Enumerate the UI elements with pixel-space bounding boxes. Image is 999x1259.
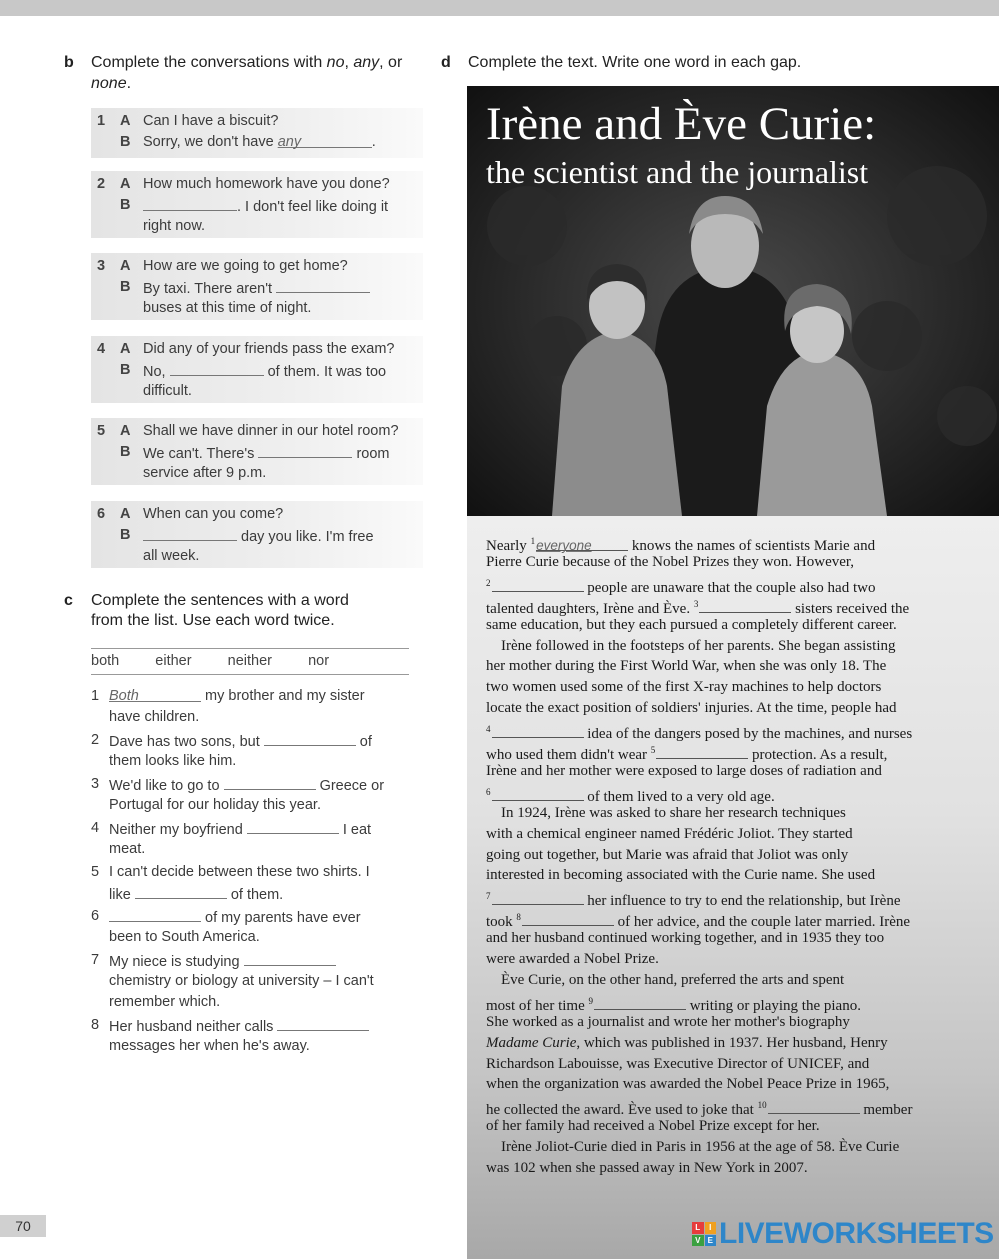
gap-number: 9 (588, 995, 593, 1006)
conversation-5 (91, 418, 423, 485)
instruction-part: no (326, 54, 345, 71)
article-text-run: Nearly (486, 538, 531, 554)
text-before: We'd like to go to (109, 778, 224, 794)
line-a: Did any of your friends pass the exam? (143, 341, 395, 357)
answer-gap[interactable] (109, 906, 201, 922)
article-text-run: , which was published in 1937. Her husband, Henry (576, 1034, 888, 1051)
sentence-line-2 (109, 883, 283, 906)
article-text-run: Ève Curie, on the other hand, preferred the arts and spent (486, 971, 845, 988)
text-before: Sorry, we don't have (143, 134, 278, 150)
article-text-run: Irène and her mother were exposed to large doses of radiation and (486, 762, 882, 779)
item-number: 4 (97, 341, 106, 357)
article-text-run: Pierre Curie because of the Nobel Prizes they won. However, (486, 553, 855, 570)
sentence-line-2: meat. (109, 841, 146, 857)
logo-mark-letter: E (705, 1235, 717, 1247)
article-line (486, 1158, 808, 1179)
instruction-part: Complete the conversations with (91, 54, 327, 71)
answer-gap[interactable] (276, 277, 370, 293)
article-line (486, 1033, 888, 1054)
article-text-run: was 102 when she passed away in New York in 2007. (486, 1160, 808, 1176)
sentence-line-1 (109, 950, 336, 973)
text-before: Her husband neither calls (109, 1019, 278, 1035)
text-before: No, (143, 364, 170, 380)
article-line (486, 1054, 869, 1075)
article-text-run: of her advice, and the couple later married. Irène (613, 914, 911, 931)
article-text-run: her influence to try to end the relationship, but Irène (583, 893, 901, 910)
article-text-run: same education, but they each pursued a completely different career. (486, 616, 897, 633)
speaker-a: A (120, 423, 131, 439)
answer-gap[interactable] (170, 360, 264, 376)
article-text-run: locate the exact position of soldiers' injuries. At the time, people had (486, 700, 897, 717)
sentence-line-1 (109, 730, 372, 753)
article-line (486, 1137, 899, 1158)
instruction-part: none (91, 75, 127, 92)
article-text-run: of them lived to a very old age. (583, 788, 775, 805)
conversation-1 (91, 108, 423, 158)
article-text-run: Irène followed in the footsteps of her parents. She began assisting (486, 637, 896, 654)
item-number: 1 (97, 113, 106, 129)
answer-gap[interactable] (522, 911, 614, 926)
logo-mark-letter: I (705, 1222, 717, 1234)
speaker-b: B (120, 134, 131, 150)
line-a: How are we going to get home? (143, 258, 348, 274)
article-text-run: member (859, 1102, 913, 1119)
section-d-header (441, 52, 861, 74)
conversation-4 (91, 336, 423, 403)
answer-gap[interactable] (768, 1099, 860, 1114)
article-subtitle: the scientist and the journalist (486, 154, 869, 190)
article-text-run: took (486, 914, 517, 931)
article-line (486, 970, 844, 991)
article-line (486, 656, 886, 677)
instruction-part: , (344, 54, 354, 71)
line-a: Can I have a biscuit? (143, 113, 279, 129)
speaker-a: A (120, 506, 131, 522)
line-b-continued: right now. (143, 218, 206, 234)
gap-number: 1 (530, 536, 536, 546)
article-text-run: of her family had received a Nobel Prize except for her. (486, 1118, 820, 1135)
article-line (486, 698, 897, 719)
article-line (486, 615, 897, 636)
item-number: 6 (97, 506, 106, 522)
text-before: By taxi. There aren't (143, 281, 277, 297)
item-number: 3 (97, 258, 106, 274)
word-list: both either neither nor (91, 653, 330, 669)
conversation-2 (91, 171, 423, 238)
line-b (143, 360, 411, 383)
text-after: of them. It was too (263, 364, 387, 380)
section-d-letter: d (441, 54, 451, 71)
article-line (486, 803, 846, 824)
line-b (143, 277, 411, 300)
sentence-line-2: been to South America. (109, 929, 260, 945)
answer-gap[interactable] (247, 818, 339, 834)
section-b-letter: b (64, 54, 74, 71)
article-line (486, 677, 881, 698)
sentence-line-1 (109, 1015, 369, 1038)
answer-gap[interactable] (143, 195, 237, 211)
line-a: When can you come? (143, 506, 284, 522)
text-after: . (371, 134, 376, 150)
gap-number: 5 (650, 745, 656, 755)
logo-text: LIVEWORKSHEETS (719, 1217, 994, 1250)
text-after: room (352, 446, 390, 462)
text-after: Greece or (315, 778, 385, 794)
speaker-b: B (120, 444, 131, 460)
book-title: Madame Curie (486, 1034, 577, 1051)
article-line (486, 865, 875, 886)
article-text-run: with a chemical engineer named Frédéric Joliot. They started (486, 825, 853, 842)
speaker-a: A (120, 341, 131, 357)
top-bar (0, 0, 999, 16)
text-before: We can't. There's (143, 446, 259, 462)
answer-gap[interactable] (258, 442, 352, 458)
gap-number: 4 (486, 724, 491, 735)
text-before: My niece is studying (109, 954, 244, 970)
gap-number: 10 (757, 1100, 767, 1111)
text-after: of them. (226, 887, 284, 903)
item-number: 4 (91, 820, 100, 836)
line-b-continued: service after 9 p.m. (143, 465, 267, 481)
text-after: I eat (338, 822, 372, 838)
text-after: . I don't feel like doing it (237, 199, 389, 215)
item-number: 7 (91, 952, 100, 968)
article-text-run: writing or playing the piano. (685, 997, 861, 1014)
speaker-b: B (120, 279, 131, 295)
photo-illustration (467, 86, 999, 516)
logo-mark-letter: L (692, 1222, 704, 1234)
sentence-line-1 (109, 818, 371, 841)
logo-mark-letter: V (692, 1235, 704, 1247)
article-title: Irène and Ève Curie: (486, 98, 877, 150)
logo-mark-icon (692, 1222, 716, 1246)
answer-gap[interactable] (224, 774, 316, 790)
gap-number: 8 (516, 912, 521, 923)
section-c-letter: c (64, 592, 73, 609)
article-line (486, 949, 659, 970)
speaker-b: B (120, 527, 131, 543)
text-after: day you like. I'm free (237, 529, 374, 545)
item-number: 5 (97, 423, 106, 439)
text-before: like (109, 887, 135, 903)
speaker-a: A (120, 113, 131, 129)
article-text-run: going out together, but Marie was afraid that Joliot was only (486, 846, 849, 863)
sentence-8 (91, 1015, 421, 1079)
article-line (486, 824, 853, 845)
line-b (143, 132, 411, 153)
article-line (486, 845, 848, 866)
item-number: 2 (97, 176, 106, 192)
text-after: of (355, 734, 372, 750)
article-text-run: most of her time (486, 997, 589, 1014)
section-b-instruction (91, 52, 421, 94)
article-text-run: were awarded a Nobel Prize. (486, 951, 659, 967)
article-text-run: her mother during the First World War, when she was only 18. The (486, 658, 887, 675)
sentence-line-1 (109, 862, 370, 883)
sentence-7 (91, 950, 421, 1014)
line-b (143, 525, 411, 548)
article-text-run: protection. As a result, (748, 747, 888, 763)
item-number: 2 (91, 732, 100, 748)
item-number: 5 (91, 864, 100, 880)
answer-gap[interactable] (594, 995, 686, 1010)
article-text-run: Irène Joliot-Curie died in Paris in 1956 at the age of 58. Ève Curie (486, 1139, 900, 1156)
answer-gap[interactable] (244, 950, 336, 966)
answer-gap[interactable]: Both (109, 686, 201, 702)
section-b-header (64, 52, 424, 96)
article-line (486, 552, 854, 573)
article-text-run: when the organization was awarded the Nobel Peace Prize in 1965, (486, 1076, 890, 1093)
gap-number: 6 (486, 786, 491, 797)
gap-number: 7 (486, 891, 491, 902)
article-text-run: people are unaware that the couple also had two (583, 579, 876, 596)
sentence-line-2: Portugal for our holiday this year. (109, 797, 321, 813)
answer-gap[interactable] (277, 1015, 369, 1031)
line-b-continued: all week. (143, 548, 200, 564)
curie-photo (467, 86, 999, 516)
item-number: 3 (91, 776, 100, 792)
article-line (486, 636, 895, 657)
answer-gap[interactable] (135, 883, 227, 899)
speaker-b: B (120, 362, 131, 378)
sentence-line-1 (109, 774, 384, 797)
text-before: Dave has two sons, but (109, 734, 264, 750)
article-text-run: he collected the award. Ève used to joke that (486, 1102, 758, 1119)
text-before: Neither my boyfriend (109, 822, 247, 838)
liveworksheets-logo[interactable] (692, 1218, 994, 1250)
item-number: 1 (91, 688, 100, 704)
instruction-part: . (126, 75, 132, 92)
answer-gap[interactable]: any (278, 132, 372, 148)
answer-gap[interactable] (492, 786, 584, 801)
conversation-3 (91, 253, 423, 320)
word-list-box (91, 648, 409, 675)
text-after: my brother and my sister (201, 688, 365, 704)
sentence-line-3: remember which. (109, 994, 221, 1010)
line-b-continued: buses at this time of night. (143, 300, 312, 316)
section-c-header (64, 590, 424, 634)
example-answer[interactable]: everyone (536, 536, 628, 551)
article-text-run: who used them didn't wear (486, 747, 651, 763)
gap-number: 3 (693, 598, 699, 609)
sentence-line-2: chemistry or biology at university – I can't (109, 973, 374, 989)
answer-gap[interactable] (492, 577, 584, 592)
speaker-a: A (120, 258, 131, 274)
sentence-line-2: them looks like him. (109, 753, 237, 769)
item-number: 6 (91, 908, 100, 924)
article-text-run: She worked as a journalist and wrote her mother's biography (486, 1013, 850, 1030)
line-b (143, 442, 411, 465)
answer-gap[interactable] (656, 744, 748, 759)
section-d-instruction: Complete the text. Write one word in each gap. (468, 54, 802, 71)
answer-gap[interactable] (492, 890, 584, 905)
article-text-run: In 1924, Irène was asked to share her research techniques (486, 804, 846, 821)
article-text-run: sisters received the (791, 600, 910, 617)
article-text-run: Richardson Labouisse, was Executive Director of UNICEF, and (486, 1055, 870, 1072)
instruction-part: any (353, 54, 380, 71)
article-line (486, 1012, 850, 1033)
article-line (486, 1074, 889, 1095)
item-number: 8 (91, 1017, 100, 1033)
section-c-instruction-line1: Complete the sentences with a word (91, 592, 349, 609)
gap-number: 2 (486, 577, 491, 588)
article-line (486, 761, 882, 782)
sentence-line-2: have children. (109, 709, 200, 725)
speaker-b: B (120, 197, 131, 213)
article-text-run: idea of the dangers posed by the machines, and nurses (583, 726, 913, 743)
article-line (486, 1116, 820, 1137)
text-before: I can't decide between these two shirts. I (109, 864, 370, 880)
conversation-6 (91, 501, 423, 568)
sentence-line-1 (109, 906, 361, 929)
page-number: 70 (0, 1215, 46, 1237)
sentence-line-2: messages her when he's away. (109, 1038, 310, 1054)
article-text-run: talented daughters, Irène and Ève. (486, 600, 694, 617)
answer-gap[interactable] (264, 730, 356, 746)
section-c-instruction-line2: from the list. Use each word twice. (91, 612, 335, 629)
text-after: of my parents have ever (201, 910, 361, 926)
article-text-run: and her husband continued working together, and in 1935 they too (486, 930, 885, 947)
sentence-line-1 (109, 686, 365, 707)
line-a: Shall we have dinner in our hotel room? (143, 423, 399, 439)
answer-gap[interactable] (492, 723, 584, 738)
article-text-run: knows the names of scientists Marie and (628, 538, 876, 554)
answer-gap[interactable] (143, 525, 237, 541)
line-a: How much homework have you done? (143, 176, 390, 192)
article-text-run: two women used some of the first X-ray machines to help doctors (486, 679, 882, 696)
article-line (486, 928, 884, 949)
line-b (143, 195, 411, 218)
answer-gap[interactable] (699, 598, 791, 613)
instruction-part: , or (379, 54, 403, 71)
article-text-run: interested in becoming associated with the Curie name. She used (486, 867, 876, 884)
line-b-continued: difficult. (143, 383, 192, 399)
speaker-a: A (120, 176, 131, 192)
